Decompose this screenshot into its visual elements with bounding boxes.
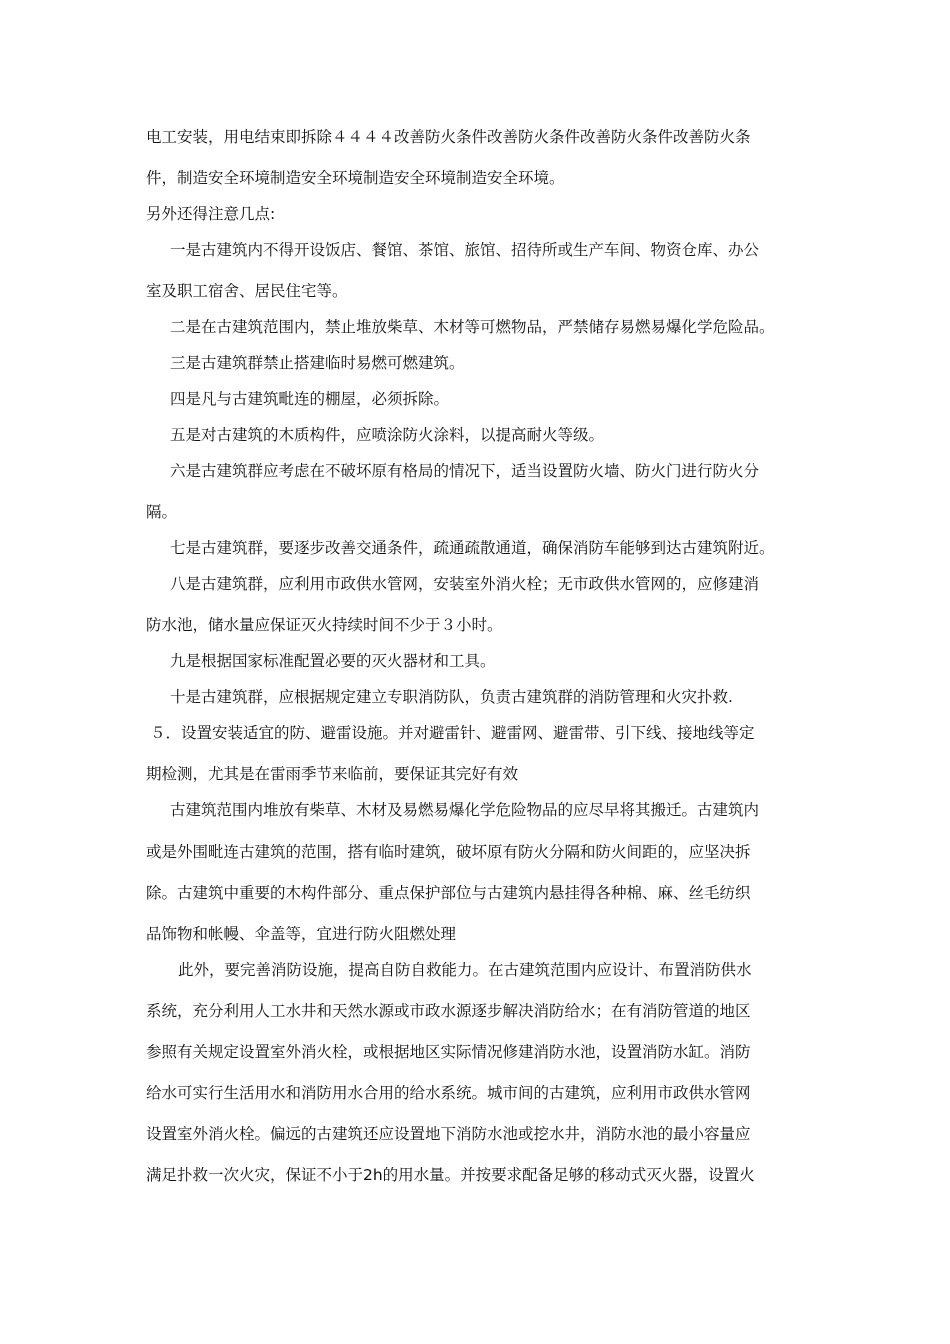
text-line: 四是凡与古建筑毗连的棚屋，必须拆除。 xyxy=(170,390,450,408)
text-line: 满足扑救一次火灾，保证不小于2h的用水量。并按要求配备足够的移动式灭火器，设置火 xyxy=(146,1166,755,1184)
text-line: 品饰物和帐幔、伞盖等，宜进行防火阻燃处理 xyxy=(146,925,457,943)
text-line: 六是古建筑群应考虑在不破坏原有格局的情况下，适当设置防火墙、防火门进行防火分 xyxy=(170,462,760,480)
text-line: 设置室外消火栓。偏远的古建筑还应设置地下消防水池或挖水井，消防水池的最小容量应 xyxy=(146,1125,751,1143)
text-line: 除。古建筑中重要的木构件部分、重点保护部位与古建筑内悬挂得各种棉、麻、丝毛纺织 xyxy=(146,884,751,902)
text-line: 此外，要完善消防设施，提高自防自救能力。在古建筑范围内应设计、布置消防供水 xyxy=(178,961,752,979)
text-line: 三是古建筑群禁止搭建临时易燃可燃建筑。 xyxy=(170,354,465,372)
text-line: 一是古建筑内不得开设饭店、餐馆、茶馆、旅馆、招待所或生产车间、物资仓库、办公 xyxy=(170,241,760,259)
text-line: 另外还得注意几点: xyxy=(146,205,276,223)
text-line: 参照有关规定设置室外消火栓，或根据地区实际情况修建消防水池，设置消防水缸。消防 xyxy=(146,1043,751,1061)
text-line: 期检测，尤其是在雷雨季节来临前，要保证其完好有效 xyxy=(146,765,519,783)
text-line: 二是在古建筑范围内，禁止堆放柴草、木材等可燃物品，严禁储存易燃易爆化学危险品。 xyxy=(170,318,775,336)
text-line: ５．设置安装适宜的防、避雷设施。并对避雷针、避雷网、避雷带、引下线、接地线等定 xyxy=(150,724,755,742)
text-line: 给水可实行生活用水和消防用水合用的给水系统。城市间的古建筑，应利用市政供水管网 xyxy=(146,1084,751,1102)
text-line: 防水池，储水量应保证灭火持续时间不少于３小时。 xyxy=(146,616,503,634)
text-line: 系统，充分利用人工水井和天然水源或市政水源逐步解决消防给水；在有消防管道的地区 xyxy=(146,1002,751,1020)
text-line: 电工安装，用电结束即拆除４４４４改善防火条件改善防火条件改善防火条件改善防火条 xyxy=(146,128,751,146)
text-line: 件，制造安全环境制造安全环境制造安全环境制造安全环境。 xyxy=(146,169,565,187)
text-line: 九是根据国家标准配置必要的灭火器材和工具。 xyxy=(170,652,496,670)
text-line: 古建筑范围内堆放有柴草、木材及易燃易爆化学危险物品的应尽早将其搬迁。古建筑内 xyxy=(170,801,760,819)
text-line: 室及职工宿舍、居民住宅等。 xyxy=(146,282,348,300)
text-line: 十是古建筑群，应根据规定建立专职消防队，负责古建筑群的消防管理和火灾扑救. xyxy=(170,688,733,706)
text-line: 或是外围毗连古建筑的范围，搭有临时建筑，破坏原有防火分隔和防火间距的，应坚决拆 xyxy=(146,843,751,861)
text-line: 五是对古建筑的木质构件，应喷涂防火涂料，以提高耐火等级。 xyxy=(170,426,605,444)
text-line: 七是古建筑群，要逐步改善交通条件，疏通疏散通道，确保消防车能够到达古建筑附近。 xyxy=(170,539,775,557)
text-line: 隔。 xyxy=(146,503,178,521)
text-line: 八是古建筑群，应利用市政供水管网，安装室外消火栓；无市政供水管网的，应修建消 xyxy=(170,575,760,593)
